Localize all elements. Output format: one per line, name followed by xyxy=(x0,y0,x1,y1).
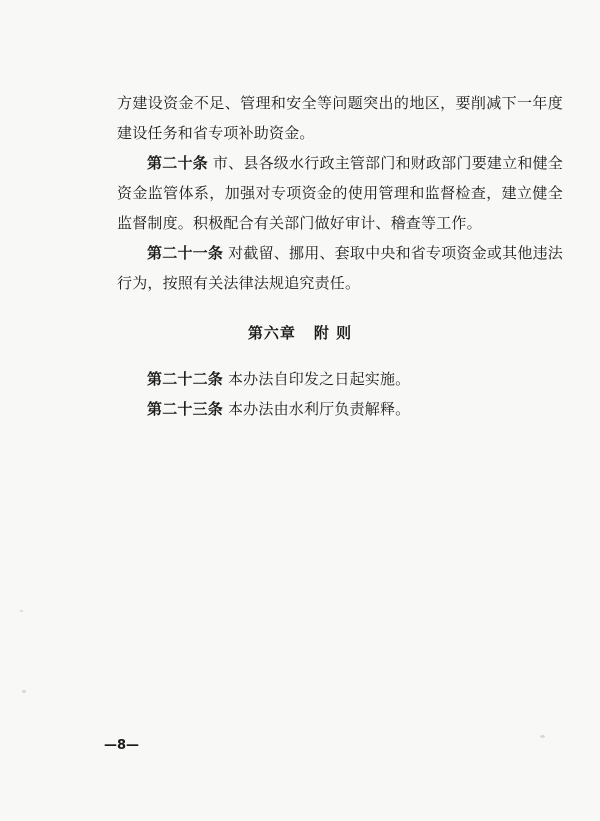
article-21 xyxy=(117,238,563,298)
chapter-heading xyxy=(0,322,600,343)
chapter-title: 附 则 xyxy=(313,324,353,342)
article-23-text: 本办法由水利厅负责解释。 xyxy=(227,400,411,418)
scan-speck xyxy=(20,610,23,612)
article-20-text: 市、县各级水行政主管部门和财政部门要建立和健全资金监管体系，加强对专项资金的使用管理和监督检查，建立健全监督制度。积极配合有关部门做好审计、稽查等工作。 xyxy=(117,154,564,232)
article-22-text: 本办法自印发之日起实施。 xyxy=(227,370,411,388)
chapter-number: 第六章 xyxy=(247,324,296,342)
article-20 xyxy=(117,148,563,238)
article-21-label: 第二十一条 xyxy=(147,244,224,262)
page-number: —8— xyxy=(104,738,140,753)
body-text-lower xyxy=(117,364,563,424)
paragraph-continuation: 方建设资金不足、管理和安全等问题突出的地区，要削减下一年度建设任务和省专项补助资金。 xyxy=(117,94,563,142)
body-text-upper xyxy=(117,88,563,298)
article-20-label: 第二十条 xyxy=(147,154,208,172)
article-23 xyxy=(117,394,563,424)
article-23-label: 第二十三条 xyxy=(147,400,224,418)
article-22 xyxy=(117,364,563,394)
article-21-text: 对截留、挪用、套取中央和省专项资金或其他违法行为，按照有关法律法规追究责任。 xyxy=(117,244,564,292)
scan-speck xyxy=(540,735,545,738)
article-22-label: 第二十二条 xyxy=(147,370,224,388)
scan-speck xyxy=(22,690,26,693)
